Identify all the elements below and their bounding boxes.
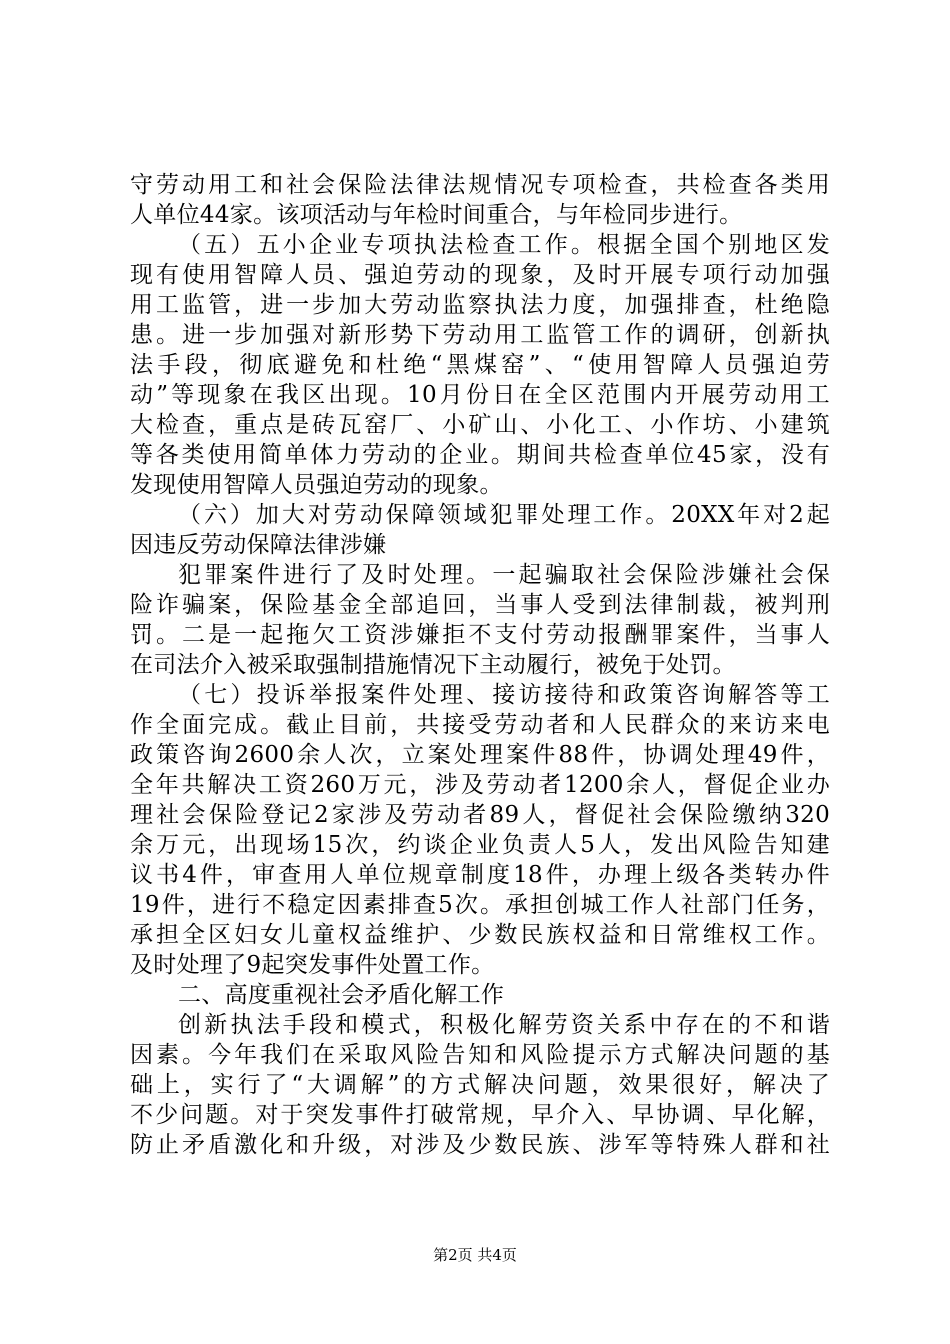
text-line: 理社会保险登记2家涉及劳动者89人，督促社会保险缴纳320 bbox=[130, 802, 830, 828]
text-line: 用工监管，进一步加大劳动监察执法力度，加强排查，杜绝隐 bbox=[130, 292, 830, 318]
text-line: 因素。今年我们在采取风险告知和风险提示方式解决问题的基 bbox=[130, 1042, 830, 1068]
text-line: 全年共解决工资260万元，涉及劳动者1200余人，督促企业办 bbox=[130, 772, 830, 798]
text-line: 大检查，重点是砖瓦窑厂、小矿山、小化工、小作坊、小建筑 bbox=[130, 412, 830, 438]
text-line: 人单位44家。该项活动与年检时间重合，与年检同步进行。 bbox=[130, 202, 743, 228]
text-line: 19件，进行不稳定因素排查5次。承担创城工作人社部门任务， bbox=[130, 892, 830, 918]
text-line: （七）投诉举报案件处理、接访接待和政策咨询解答等工 bbox=[178, 682, 830, 708]
text-line: 险诈骗案，保险基金全部追回，当事人受到法律制裁，被判刑 bbox=[130, 592, 830, 618]
body-text bbox=[130, 170, 830, 1160]
text-line: 罚。二是一起拖欠工资涉嫌拒不支付劳动报酬罪案件，当事人 bbox=[130, 622, 830, 648]
text-line: 承担全区妇女儿童权益维护、少数民族权益和日常维权工作。 bbox=[130, 922, 830, 948]
text-line: 二、高度重视社会矛盾化解工作 bbox=[178, 982, 505, 1008]
text-line: 不少问题。对于突发事件打破常规，早介入、早协调、早化解， bbox=[130, 1102, 830, 1128]
text-line: 防止矛盾激化和升级，对涉及少数民族、涉军等特殊人群和社 bbox=[130, 1132, 830, 1158]
text-line: 犯罪案件进行了及时处理。一起骗取社会保险涉嫌社会保 bbox=[178, 562, 830, 588]
text-line: 患。进一步加强对新形势下劳动用工监管工作的调研，创新执 bbox=[130, 322, 830, 348]
text-line: 法手段，彻底避免和杜绝“黑煤窑”、“使用智障人员强迫劳 bbox=[130, 352, 830, 378]
page-footer: 第2页 共4页 bbox=[433, 1246, 517, 1264]
text-line: 等各类使用简单体力劳动的企业。期间共检查单位45家，没有 bbox=[130, 442, 830, 468]
text-line: 守劳动用工和社会保险法律法规情况专项检查，共检查各类用 bbox=[130, 172, 830, 198]
text-line: 础上，实行了“大调解”的方式解决问题，效果很好，解决了 bbox=[130, 1072, 830, 1098]
text-line: 议书4件，审查用人单位规章制度18件，办理上级各类转办件 bbox=[130, 862, 830, 888]
text-line: 动”等现象在我区出现。10月份日在全区范围内开展劳动用工 bbox=[130, 382, 830, 408]
text-line: 作全面完成。截止目前，共接受劳动者和人民群众的来访来电 bbox=[130, 712, 830, 738]
text-line: 现有使用智障人员、强迫劳动的现象，及时开展专项行动加强 bbox=[130, 262, 830, 288]
text-line: 创新执法手段和模式，积极化解劳资关系中存在的不和谐 bbox=[178, 1012, 830, 1038]
text-line: 及时处理了9起突发事件处置工作。 bbox=[130, 952, 495, 978]
text-line: 政策咨询2600余人次，立案处理案件88件，协调处理49件， bbox=[130, 742, 830, 768]
text-line: 在司法介入被采取强制措施情况下主动履行，被免于处罚。 bbox=[130, 652, 736, 678]
text-line: 发现使用智障人员强迫劳动的现象。 bbox=[130, 472, 503, 498]
text-line: （六）加大对劳动保障领域犯罪处理工作。20XX年对2起 bbox=[178, 502, 830, 528]
text-line: 余万元，出现场15次，约谈企业负责人5人，发出风险告知建 bbox=[130, 832, 830, 858]
text-line: （五）五小企业专项执法检查工作。根据全国个别地区发 bbox=[178, 232, 830, 258]
text-line: 因违反劳动保障法律涉嫌 bbox=[130, 532, 387, 558]
